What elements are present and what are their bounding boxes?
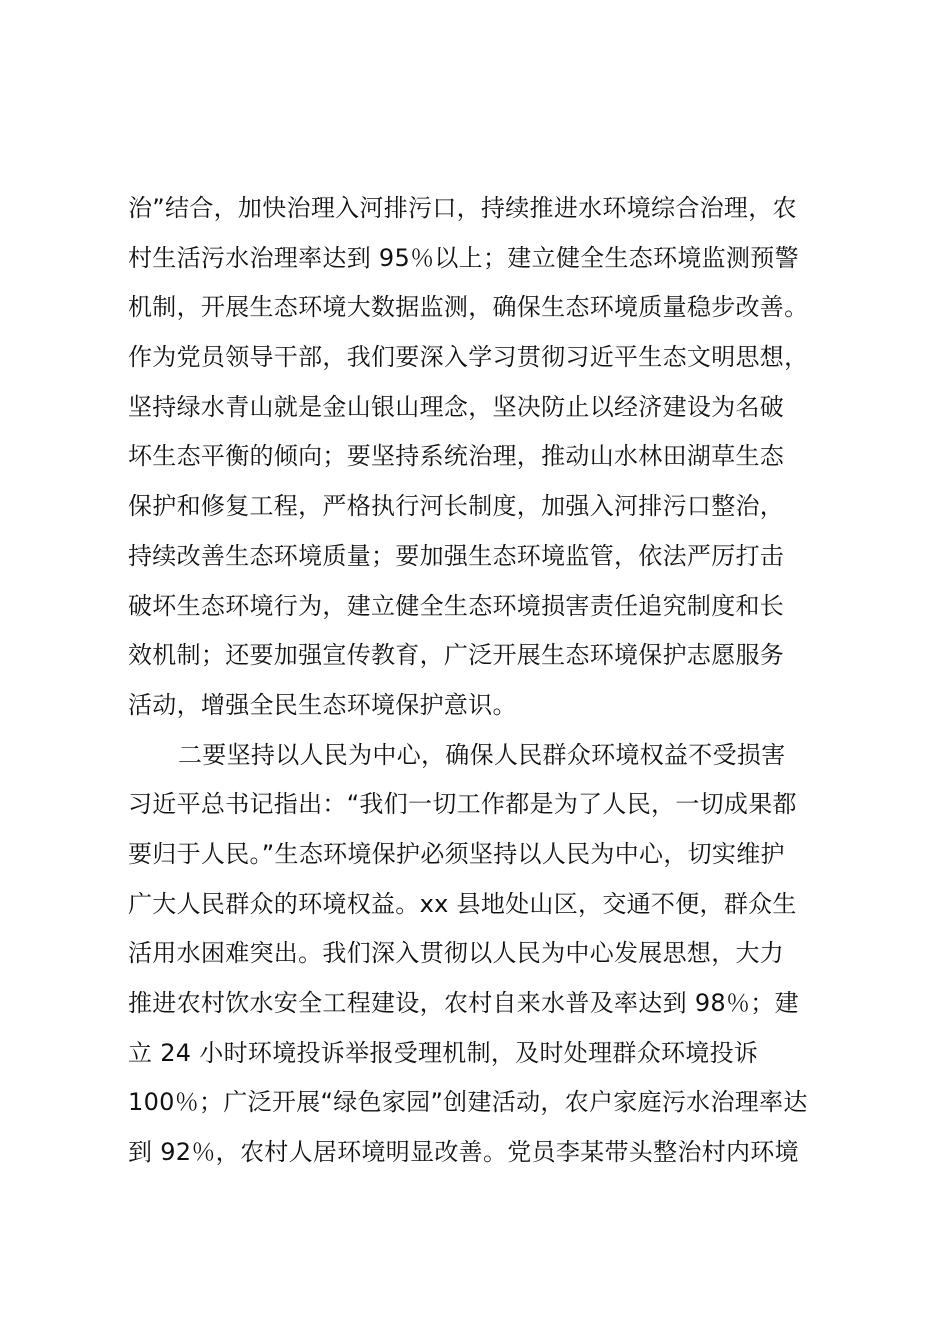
text-line: 机制，开展生态环境大数据监测，确保生态环境质量稳步改善。 — [128, 293, 809, 322]
text-line: 广大人民群众的环境权益。xx 县地处山区，交通不便，群众生 — [128, 889, 797, 918]
text-line: 效机制；还要加强宣传教育，广泛开展生态环境保护志愿服务 — [128, 641, 785, 670]
text-line: 村生活污水治理率达到 95％以上；建立健全生态环境监测预警 — [128, 243, 799, 272]
text-line: 坚持绿水青山就是金山银山理念，坚决防止以经济建设为名破 — [128, 392, 785, 421]
text-line: 持续改善生态环境质量；要加强生态环境监管，依法严厉打击 — [128, 541, 785, 570]
text-line: 到 92％，农村人居环境明显改善。党员李某带头整治村内环境 — [128, 1138, 799, 1167]
text-line: 活用水困难突出。我们深入贯彻以人民为中心发展思想，大力 — [128, 939, 785, 968]
body-text — [128, 184, 838, 1178]
text-line: 作为党员领导干部，我们要深入学习贯彻习近平生态文明思想， — [128, 343, 809, 372]
text-line: 破坏生态环境行为，建立健全生态环境损害责任追究制度和长 — [128, 591, 785, 620]
text-line: 立 24 小时环境投诉举报受理机制，及时处理群众环境投诉 — [128, 1038, 759, 1067]
text-line: 要归于人民。”生态环境保护必须坚持以人民为中心，切实维护 — [128, 839, 785, 868]
text-line: 习近平总书记指出：“我们一切工作都是为了人民，一切成果都 — [128, 790, 797, 819]
section-heading-line: 二要坚持以人民为中心，确保人民群众环境权益不受损害 — [178, 740, 786, 769]
text-line: 100％；广泛开展“绿色家园”创建活动，农户家庭污水治理率达 — [128, 1088, 808, 1117]
text-line: 推进农村饮水安全工程建设，农村自来水普及率达到 98％；建 — [128, 989, 799, 1017]
text-line: 坏生态平衡的倾向；要坚持系统治理，推动山水林田湖草生态 — [128, 442, 785, 471]
text-line: 活动，增强全民生态环境保护意识。 — [128, 690, 517, 719]
text-line: 治”结合，加快治理入河排污口，持续推进水环境综合治理，农 — [128, 194, 797, 222]
text-line: 保护和修复工程，严格执行河长制度，加强入河排污口整治， — [128, 492, 785, 521]
